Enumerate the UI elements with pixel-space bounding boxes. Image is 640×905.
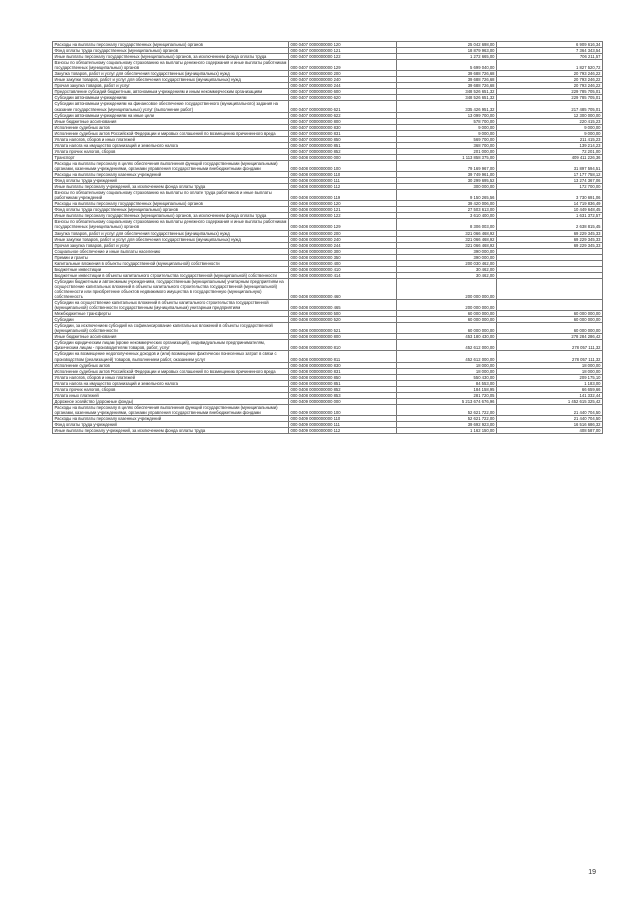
row-value-1-cell: 52 621 722,00 [397, 416, 497, 422]
row-value-2-cell: 229 785 705,01 [497, 89, 603, 95]
row-value-2-cell: 220 415,23 [497, 118, 603, 124]
row-value-1-cell: 201 000,00 [397, 148, 497, 154]
row-name-cell: Субсидии на осуществление капитальных вложений в объекты капитального строительства государственной (муниципальной) собственности государственным (муниципальным) унитарным предприятиям [53, 300, 289, 311]
row-value-1-cell: 1 272 665,00 [397, 54, 497, 60]
row-name-cell: Уплата налогов, сборов и иных платежей [53, 374, 289, 380]
row-value-2-cell: 2 638 815,45 [497, 219, 603, 230]
row-value-1-cell: 300 000,00 [397, 184, 497, 190]
table-row [53, 60, 603, 71]
row-code-cell: 000 0407 0000000000 240 [289, 77, 397, 83]
row-value-2-cell: 211 415,23 [497, 136, 603, 142]
row-code-cell: 000 0407 0000000000 620 [289, 95, 397, 101]
row-code-cell: 000 0408 0000000000 119 [289, 190, 397, 201]
row-value-1-cell: 39 688 726,68 [397, 77, 497, 83]
table-row [53, 340, 603, 351]
row-name-cell: Расходы на выплаты персоналу государственных (муниципальных) органов [53, 201, 289, 207]
row-code-cell: 000 0408 0000000000 414 [289, 272, 397, 278]
row-code-cell: 000 0407 0000000000 622 [289, 112, 397, 118]
row-name-cell: Субсидии юридическим лицам (кроме некоммерческих организаций), индивидуальным предпринимателям, физическим лицам - производителям товаров, работ, услуг [53, 340, 289, 351]
row-name-cell: Субсидии автономным учреждениям на финансовое обеспечение государственного (муниципального) задания на оказание государственных (муниципальных) услуг (выполнение работ) [53, 101, 289, 112]
row-name-cell: Взносы по обязательному социальному страхованию на выплаты денежного содержания и иные выплаты работникам государственных (муниципальных) органов [53, 60, 289, 71]
table-row [53, 219, 603, 230]
row-code-cell: 000 0408 0000000000 240 [289, 236, 397, 242]
row-name-cell: Расходы на выплаты персоналу казенных учреждений [53, 416, 289, 422]
row-name-cell: Субсидии бюджетным и автономным учреждениям, государственным (муниципальным) унитарным предприятиям на осуществление капитальных вложений в объекты капитального строительства государственной (муниципальной) собственности или приобретение объектов недвижимого имущества в государственную (муниципальную) собственность [53, 278, 289, 299]
row-code-cell: 000 0407 0000000000 830 [289, 124, 397, 130]
row-name-cell: Исполнение судебных актов [53, 362, 289, 368]
row-code-cell: 000 0408 0000000000 520 [289, 317, 397, 323]
row-value-1-cell: 9 150 265,56 [397, 190, 497, 201]
row-value-2-cell: 21 440 704,50 [497, 404, 603, 415]
row-code-cell: 000 0407 0000000000 852 [289, 148, 397, 154]
row-code-cell: 000 0408 0000000000 244 [289, 242, 397, 248]
row-code-cell: 000 0407 0000000000 122 [289, 54, 397, 60]
row-value-2-cell: 408 587,00 [497, 428, 603, 434]
row-value-1-cell: 39 688 726,68 [397, 71, 497, 77]
row-value-2-cell: 69 229 345,33 [497, 230, 603, 236]
page-number: 19 [588, 869, 596, 876]
row-name-cell: Уплата налога на имущество организаций и земельного налога [53, 380, 289, 386]
row-name-cell: Иные выплаты персоналу государственных (муниципальных) органов, за исключением фонда оплаты труда [53, 54, 289, 60]
row-code-cell: 000 0408 0000000000 410 [289, 266, 397, 272]
row-value-2-cell: 409 411 226,36 [497, 154, 603, 160]
row-value-1-cell: 452 612 000,00 [397, 351, 497, 362]
row-value-2-cell: 72 201,00 [497, 148, 603, 154]
row-value-2-cell: 278 057 111,32 [497, 351, 603, 362]
row-name-cell: Взносы по обязательному социальному страхованию на выплаты денежного содержания и иные выплаты работникам государственных (муниципальных) органов [53, 219, 289, 230]
row-code-cell: 000 0407 0000000000 200 [289, 71, 397, 77]
row-code-cell: 000 0408 0000000000 121 [289, 207, 397, 213]
row-value-1-cell: 200 030 462,00 [397, 260, 497, 266]
row-value-2-cell: 229 785 705,01 [497, 95, 603, 101]
row-code-cell: 000 0408 0000000000 800 [289, 334, 397, 340]
row-value-2-cell: 141 332,44 [497, 392, 603, 398]
row-code-cell: 000 0409 0000000000 100 [289, 404, 397, 415]
row-value-1-cell: 1 162 150,00 [397, 428, 497, 434]
row-name-cell: Закупка товаров, работ и услуг для обеспечения государственных (муниципальных) нужд [53, 230, 289, 236]
row-code-cell: 000 0409 0000000000 000 [289, 398, 397, 404]
row-code-cell: 000 0408 0000000000 110 [289, 172, 397, 178]
row-code-cell: 000 0407 0000000000 244 [289, 83, 397, 89]
row-value-2-cell: 21 440 704,50 [497, 416, 603, 422]
row-name-cell: Субсидии, за исключением субсидий на софинансирование капитальных вложений в объекты государственной (муниципальной) собственности [53, 323, 289, 334]
row-name-cell: Исполнение судебных актов [53, 124, 289, 130]
row-name-cell: Уплата налогов, сборов и иных платежей [53, 136, 289, 142]
table-row [53, 101, 603, 112]
row-code-cell: 000 0408 0000000000 852 [289, 386, 397, 392]
row-value-2-cell: 60 000 000,00 [497, 323, 603, 334]
row-name-cell: Прочая закупка товаров, работ и услуг [53, 83, 289, 89]
row-name-cell: Иные выплаты персоналу учреждений, за исключением фонда оплаты труда [53, 184, 289, 190]
table-row [53, 190, 603, 201]
row-name-cell: Капитальные вложения в объекты государственной (муниципальной) собственности [53, 260, 289, 266]
row-name-cell: Бюджетные инвестиции [53, 266, 289, 272]
row-value-2-cell: 6 909 616,34 [497, 42, 603, 48]
budget-report-sheet [52, 41, 601, 434]
row-code-cell: 000 0407 0000000000 120 [289, 42, 397, 48]
row-value-2-cell: 66 659,66 [497, 386, 603, 392]
row-code-cell: 000 0408 0000000000 200 [289, 230, 397, 236]
row-value-1-cell: 39 420 006,00 [397, 201, 497, 207]
row-code-cell: 000 0409 0000000000 112 [289, 428, 397, 434]
row-value-2-cell [497, 300, 603, 311]
row-name-cell: Социальное обеспечение и иные выплаты населению [53, 248, 289, 254]
row-name-cell: Исполнение судебных актов Российской Федерации и мировых соглашений по возмещению причиненного вреда [53, 368, 289, 374]
row-name-cell: Уплата прочих налогов, сборов [53, 386, 289, 392]
row-value-2-cell: 209 175,10 [497, 374, 603, 380]
row-value-2-cell: 20 793 246,22 [497, 71, 603, 77]
row-name-cell: Прочая закупка товаров, работ и услуг [53, 242, 289, 248]
row-value-1-cell: 3 610 400,00 [397, 213, 497, 219]
row-code-cell: 000 0407 0000000000 850 [289, 136, 397, 142]
row-value-2-cell: 172 700,00 [497, 184, 603, 190]
row-value-1-cell: 13 099 700,00 [397, 112, 497, 118]
row-code-cell: 000 0408 0000000000 111 [289, 178, 397, 184]
row-code-cell: 000 0407 0000000000 129 [289, 60, 397, 71]
row-value-1-cell: 18 000,00 [397, 368, 497, 374]
row-name-cell: Бюджетные инвестиции в объекты капитального строительства государственной (муниципальной) собственности [53, 272, 289, 278]
row-value-2-cell: 18 000,00 [497, 368, 603, 374]
row-name-cell: Расходы на выплаты персоналу в целях обеспечения выполнения функций государственными (муниципальными) органами, казенными учреждениями, органами управления государственными внебюджетными фондами [53, 160, 289, 171]
row-name-cell: Фонд оплаты труда учреждений [53, 422, 289, 428]
row-name-cell: Расходы на выплаты персоналу казенных учреждений [53, 172, 289, 178]
row-value-2-cell: 139 214,23 [497, 142, 603, 148]
row-code-cell: 000 0408 0000000000 500 [289, 311, 397, 317]
row-code-cell: 000 0408 0000000000 129 [289, 219, 397, 230]
row-code-cell: 000 0407 0000000000 121 [289, 48, 397, 54]
row-value-1-cell: 60 000 000,00 [397, 311, 497, 317]
row-value-1-cell: 30 462,00 [397, 266, 497, 272]
row-code-cell: 000 0408 0000000000 521 [289, 323, 397, 334]
row-name-cell: Субсидии на возмещение недополученных доходов и (или) возмещение фактически понесенных затрат в связи с производством (реализацией) товаров, выполнением работ, оказанием услуг [53, 351, 289, 362]
table-row [53, 160, 603, 171]
row-name-cell: Исполнение судебных актов Российской Федерации и мировых соглашений по возмещению причиненного вреда [53, 130, 289, 136]
row-value-1-cell: 453 180 430,00 [397, 334, 497, 340]
row-name-cell: Дорожное хозяйство (дорожные фонды) [53, 398, 289, 404]
row-value-2-cell: 60 000 000,00 [497, 311, 603, 317]
row-code-cell: 000 0408 0000000000 851 [289, 380, 397, 386]
table-row [53, 404, 603, 415]
row-value-1-cell: 200 000 000,00 [397, 278, 497, 299]
row-value-1-cell: 25 042 698,00 [397, 42, 497, 48]
row-name-cell: Расходы на выплаты персоналу государственных (муниципальных) органов [53, 42, 289, 48]
row-code-cell: 000 0408 0000000000 460 [289, 278, 397, 299]
row-code-cell: 000 0408 0000000000 300 [289, 248, 397, 254]
table-row [53, 323, 603, 334]
row-value-1-cell: 18 000,00 [397, 362, 497, 368]
row-name-cell: Взносы по обязательному социальному страхованию на выплаты по оплате труда работников и иные выплаты работникам учреждений [53, 190, 289, 201]
row-value-1-cell: 550 430,00 [397, 374, 497, 380]
row-value-1-cell: 348 526 651,32 [397, 95, 497, 101]
row-value-2-cell: 20 793 246,22 [497, 83, 603, 89]
row-value-1-cell: 5 699 040,00 [397, 60, 497, 71]
row-value-1-cell: 5 213 674 676,96 [397, 398, 497, 404]
row-name-cell: Предоставление субсидий бюджетным, автономным учреждениям и иным некоммерческим организациям [53, 89, 289, 95]
row-value-2-cell: 9 000,00 [497, 124, 603, 130]
row-value-2-cell [497, 278, 603, 299]
row-name-cell: Премии и гранты [53, 254, 289, 260]
row-code-cell: 000 0408 0000000000 831 [289, 368, 397, 374]
row-name-cell: Иные выплаты персоналу государственных (муниципальных) органов, за исключением фонда оплаты труда [53, 213, 289, 219]
table-row [53, 278, 603, 299]
row-code-cell: 000 0408 0000000000 350 [289, 254, 397, 260]
row-code-cell: 000 0408 0000000000 000 [289, 154, 397, 160]
row-value-1-cell: 200 000 000,00 [397, 300, 497, 311]
row-value-1-cell: 321 066 468,92 [397, 230, 497, 236]
row-name-cell: Иные закупки товаров, работ и услуг для обеспечения государственных (муниципальных) нужд [53, 236, 289, 242]
row-name-cell: Иные выплаты персоналу учреждений, за исключением фонда оплаты труда [53, 428, 289, 434]
row-value-1-cell: 452 612 000,00 [397, 340, 497, 351]
row-name-cell: Иные бюджетные ассигнования [53, 118, 289, 124]
row-code-cell: 000 0408 0000000000 400 [289, 260, 397, 266]
row-name-cell: Закупка товаров, работ и услуг для обеспечения государственных (муниципальных) нужд [53, 71, 289, 77]
row-value-2-cell: 7 364 343,54 [497, 48, 603, 54]
row-value-2-cell: 17 177 758,12 [497, 172, 603, 178]
row-code-cell: 000 0408 0000000000 120 [289, 201, 397, 207]
row-code-cell: 000 0407 0000000000 851 [289, 142, 397, 148]
row-code-cell: 000 0408 0000000000 850 [289, 374, 397, 380]
row-value-1-cell: 321 066 468,92 [397, 236, 497, 242]
row-code-cell: 000 0408 0000000000 811 [289, 351, 397, 362]
row-value-1-cell: 52 621 722,00 [397, 404, 497, 415]
table-row [53, 428, 603, 434]
row-value-1-cell: 368 700,00 [397, 142, 497, 148]
row-value-1-cell: 335 426 951,32 [397, 101, 497, 112]
row-code-cell: 000 0408 0000000000 853 [289, 392, 397, 398]
row-code-cell: 000 0408 0000000000 810 [289, 340, 397, 351]
row-code-cell: 000 0409 0000000000 110 [289, 416, 397, 422]
row-value-1-cell: 60 000 000,00 [397, 317, 497, 323]
row-value-1-cell: 79 169 967,00 [397, 160, 497, 171]
row-value-1-cell: 578 700,00 [397, 118, 497, 124]
row-name-cell: Уплата иных платежей [53, 392, 289, 398]
row-value-2-cell: 60 000 000,00 [497, 317, 603, 323]
row-value-1-cell: 30 299 695,52 [397, 178, 497, 184]
row-value-2-cell: 69 229 345,33 [497, 236, 603, 242]
row-value-2-cell: 9 000,00 [497, 130, 603, 136]
row-value-2-cell: 217 485 705,01 [497, 101, 603, 112]
row-value-1-cell: 1 113 858 375,00 [397, 154, 497, 160]
expenditure-table-body [53, 42, 603, 434]
row-value-1-cell: 27 503 613,00 [397, 207, 497, 213]
row-value-2-cell: 13 274 367,06 [497, 178, 603, 184]
row-value-2-cell: 3 730 691,06 [497, 190, 603, 201]
row-code-cell: 000 0407 0000000000 800 [289, 118, 397, 124]
row-code-cell: 000 0408 0000000000 100 [289, 160, 397, 171]
row-value-2-cell: 10 449 648,45 [497, 207, 603, 213]
row-value-2-cell: 16 516 686,32 [497, 422, 603, 428]
row-value-1-cell: 390 000,00 [397, 254, 497, 260]
row-value-2-cell: 1 827 520,72 [497, 60, 603, 71]
row-value-1-cell: 9 000,00 [397, 124, 497, 130]
row-code-cell: 000 0407 0000000000 621 [289, 101, 397, 112]
row-code-cell: 000 0408 0000000000 465 [289, 300, 397, 311]
row-name-cell: Фонд оплаты труда государственных (муниципальных) органов [53, 48, 289, 54]
row-value-2-cell: 14 719 836,49 [497, 201, 603, 207]
row-value-2-cell: 12 300 000,00 [497, 112, 603, 118]
row-value-2-cell: 31 897 594,51 [497, 160, 603, 171]
table-row [53, 351, 603, 362]
row-value-1-cell: 84 553,00 [397, 380, 497, 386]
row-code-cell: 000 0408 0000000000 112 [289, 184, 397, 190]
row-value-1-cell: 8 306 003,00 [397, 219, 497, 230]
row-code-cell: 000 0407 0000000000 831 [289, 130, 397, 136]
row-code-cell: 000 0408 0000000000 830 [289, 362, 397, 368]
row-name-cell: Фонд оплаты труда учреждений [53, 178, 289, 184]
row-value-2-cell: 1 183,00 [497, 380, 603, 386]
row-code-cell: 000 0407 0000000000 600 [289, 89, 397, 95]
row-name-cell: Субсидии [53, 317, 289, 323]
row-value-1-cell: 18 879 963,00 [397, 48, 497, 54]
row-code-cell: 000 0409 0000000000 111 [289, 422, 397, 428]
row-value-2-cell: 706 211,57 [497, 54, 603, 60]
row-value-1-cell: 281 720,05 [397, 392, 497, 398]
row-value-1-cell: 39 749 961,00 [397, 172, 497, 178]
row-name-cell: Транспорт [53, 154, 289, 160]
row-code-cell: 000 0408 0000000000 122 [289, 213, 397, 219]
row-name-cell: Фонд оплаты труда государственных (муниципальных) органов [53, 207, 289, 213]
row-value-2-cell: 1 631 372,57 [497, 213, 603, 219]
row-name-cell: Расходы на выплаты персоналу в целях обеспечения выполнения функций государственными (муниципальными) органами, казенными учреждениями, органами управления государственными внебюджетными фондами [53, 404, 289, 415]
row-value-1-cell: 321 066 468,92 [397, 242, 497, 248]
row-value-2-cell: 1 452 615 325,42 [497, 398, 603, 404]
row-name-cell: Уплата прочих налогов, сборов [53, 148, 289, 154]
row-value-1-cell: 60 000 000,00 [397, 323, 497, 334]
row-value-1-cell: 390 000,00 [397, 248, 497, 254]
row-value-2-cell: 20 793 246,22 [497, 77, 603, 83]
row-name-cell: Субсидии автономным учреждениям на иные цели [53, 112, 289, 118]
row-value-1-cell: 39 692 923,00 [397, 422, 497, 428]
row-value-1-cell: 9 000,00 [397, 130, 497, 136]
table-row [53, 300, 603, 311]
row-name-cell: Межбюджетные трансферты [53, 311, 289, 317]
row-value-2-cell: 18 000,00 [497, 362, 603, 368]
row-name-cell: Субсидии автономным учреждениям [53, 95, 289, 101]
row-name-cell: Иные бюджетные ассигнования [53, 334, 289, 340]
row-value-1-cell: 348 526 651,32 [397, 89, 497, 95]
row-value-1-cell: 569 700,00 [397, 136, 497, 142]
row-name-cell: Иные закупки товаров, работ и услуг для обеспечения государственных (муниципальных) нужд [53, 77, 289, 83]
row-value-2-cell: 278 057 111,32 [497, 340, 603, 351]
row-value-1-cell: 184 158,95 [397, 386, 497, 392]
expenditure-table [52, 41, 603, 434]
row-value-2-cell: 278 284 286,42 [497, 334, 603, 340]
row-name-cell: Уплата налога на имущество организаций и земельного налога [53, 142, 289, 148]
row-value-2-cell: 69 229 345,33 [497, 242, 603, 248]
row-value-1-cell: 39 688 726,68 [397, 83, 497, 89]
row-value-1-cell: 30 462,00 [397, 272, 497, 278]
